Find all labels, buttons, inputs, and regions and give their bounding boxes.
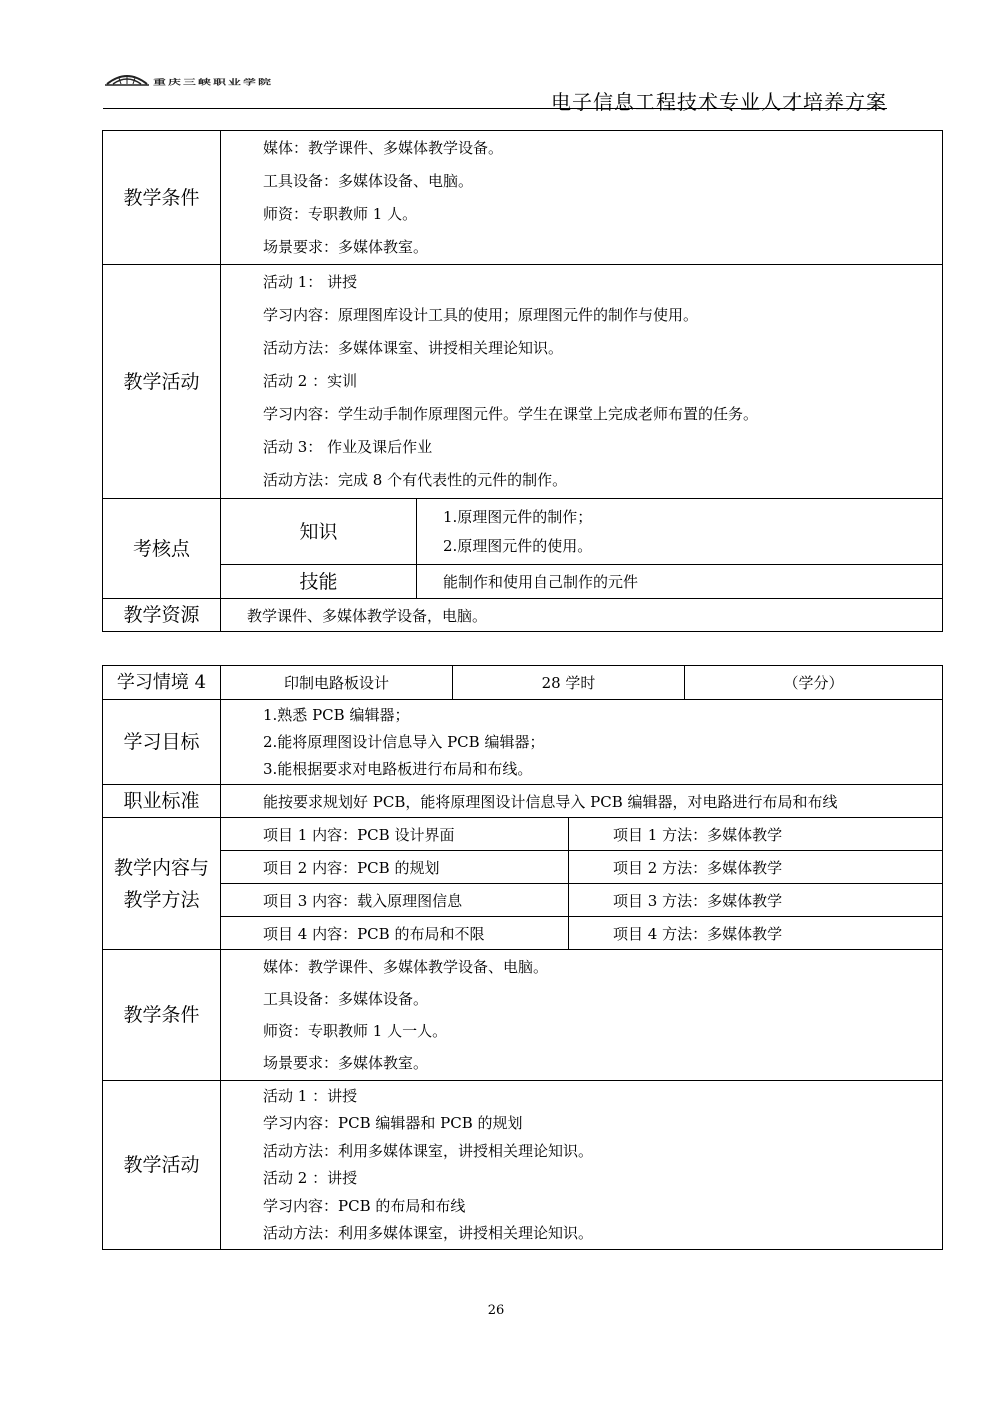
teaching-resources-row xyxy=(103,599,943,632)
knowledge-content xyxy=(417,499,943,565)
assessment-knowledge-row xyxy=(103,499,943,565)
activity-line: 学习内容：PCB 的布局和布线 xyxy=(263,1196,466,1215)
page-header xyxy=(103,70,887,114)
row-label: 教学活动 xyxy=(103,1081,221,1250)
activity-line: 活动方法：利用多媒体课室，讲授相关理论知识。 xyxy=(263,1141,594,1160)
conditions-line: 场景要求：多媒体教室。 xyxy=(263,1054,429,1072)
skill-content: 能制作和使用自己制作的元件 xyxy=(417,565,943,599)
scenario-credits: （学分） xyxy=(685,666,943,700)
scenario-label: 学习情境 4 xyxy=(103,666,221,700)
project-content: 项目 4 内容：PCB 的布局和不限 xyxy=(221,917,569,950)
row-label: 学习目标 xyxy=(103,700,221,785)
conditions-line: 工具设备：多媒体设备、电脑。 xyxy=(263,171,474,190)
content-method-row xyxy=(103,851,943,884)
row-label-line: 教学方法 xyxy=(123,888,200,911)
activity-line: 活动 1 ：讲授 xyxy=(263,1086,358,1105)
teaching-activities-row xyxy=(103,265,943,499)
conditions-line: 师资：专职教师 1 人一人。 xyxy=(263,1022,448,1040)
conditions-line: 媒体：教学课件、多媒体教学设备。 xyxy=(263,138,504,157)
activity-line: 学习内容：学生动手制作原理图元件。学生在课堂上完成老师布置的任务。 xyxy=(263,405,759,423)
scenario-title-row xyxy=(103,666,943,700)
row-label xyxy=(103,818,221,950)
conditions-line: 工具设备：多媒体设备。 xyxy=(263,990,429,1008)
goal-line: 3.能根据要求对电路板进行布局和布线。 xyxy=(263,759,533,778)
row-label: 教学条件 xyxy=(103,950,221,1081)
project-content: 项目 2 内容：PCB 的规划 xyxy=(221,851,569,884)
activity-line: 学习内容：PCB 编辑器和 PCB 的规划 xyxy=(263,1114,523,1132)
teaching-activities-row xyxy=(103,1081,943,1250)
activity-line: 活动方法：多媒体课室、讲授相关理论知识。 xyxy=(263,339,564,357)
activity-line: 活动 2 ：讲授 xyxy=(263,1169,358,1187)
scenario-4-table xyxy=(102,665,943,1250)
knowledge-line: 2.原理图元件的使用。 xyxy=(443,536,593,555)
teaching-conditions-row xyxy=(103,950,943,1081)
content-method-row xyxy=(103,818,943,851)
header-divider xyxy=(103,108,887,109)
professional-standard-row xyxy=(103,785,943,818)
project-method: 项目 2 方法：多媒体教学 xyxy=(569,851,943,884)
activity-line: 活动方法：利用多媒体课室，讲授相关理论知识。 xyxy=(263,1224,594,1242)
goals-content xyxy=(221,700,943,785)
activity-line: 活动 3： 作业及课后作业 xyxy=(263,438,433,456)
scenario-3-table xyxy=(102,130,943,632)
row-label: 考核点 xyxy=(103,499,221,599)
standard-content: 能按要求规划好 PCB，能将原理图设计信息导入 PCB 编辑器，对电路进行布局和布线 xyxy=(221,785,943,818)
project-method: 项目 3 方法：多媒体教学 xyxy=(569,884,943,917)
scenario-hours: 28 学时 xyxy=(453,666,685,700)
conditions-line: 师资：专职教师 1 人。 xyxy=(263,204,418,223)
content-method-row xyxy=(103,917,943,950)
project-method: 项目 4 方法：多媒体教学 xyxy=(569,917,943,950)
assessment-skill-row xyxy=(103,565,943,599)
project-method: 项目 1 方法：多媒体教学 xyxy=(569,818,943,851)
row-label: 教学条件 xyxy=(103,131,221,265)
teaching-conditions-row xyxy=(103,131,943,265)
row-label: 职业标准 xyxy=(103,785,221,818)
learning-goals-row xyxy=(103,700,943,785)
goal-line: 1.熟悉 PCB 编辑器； xyxy=(263,705,410,724)
row-label-line: 教学内容与 xyxy=(113,856,209,879)
project-content: 项目 1 内容：PCB 设计界面 xyxy=(221,818,569,851)
activities-content xyxy=(221,1081,943,1250)
knowledge-line: 1.原理图元件的制作； xyxy=(443,507,593,526)
logo-text: 重庆三峡职业学院 xyxy=(153,78,274,87)
row-label: 教学活动 xyxy=(103,265,221,499)
activity-line: 活动 1： 讲授 xyxy=(263,273,358,291)
conditions-line: 场景要求：多媒体教室。 xyxy=(263,237,429,256)
activity-line: 学习内容：原理图库设计工具的使用；原理图元件的制作与使用。 xyxy=(263,306,699,324)
conditions-line: 媒体：教学课件、多媒体教学设备、电脑。 xyxy=(263,958,549,976)
logo-emblem-icon xyxy=(103,70,151,92)
project-content: 项目 3 内容：载入原理图信息 xyxy=(221,884,569,917)
content-method-row xyxy=(103,884,943,917)
activity-line: 活动 2 ：实训 xyxy=(263,372,358,390)
school-logo xyxy=(103,70,323,92)
resources-content: 教学课件、多媒体教学设备，电脑。 xyxy=(221,599,943,632)
page-number: 26 xyxy=(487,1303,505,1318)
row-label: 教学资源 xyxy=(103,599,221,632)
goal-line: 2.能将原理图设计信息导入 PCB 编辑器； xyxy=(263,732,545,751)
activities-content xyxy=(221,265,943,499)
skill-label: 技能 xyxy=(221,565,417,599)
activity-line: 活动方法：完成 8 个有代表性的元件的制作。 xyxy=(263,471,568,489)
conditions-content xyxy=(221,950,943,1081)
scenario-name: 印制电路板设计 xyxy=(221,666,453,700)
conditions-content xyxy=(221,131,943,265)
knowledge-label: 知识 xyxy=(221,499,417,565)
document-title: 电子信息工程技术专业人才培养方案 xyxy=(551,90,887,114)
